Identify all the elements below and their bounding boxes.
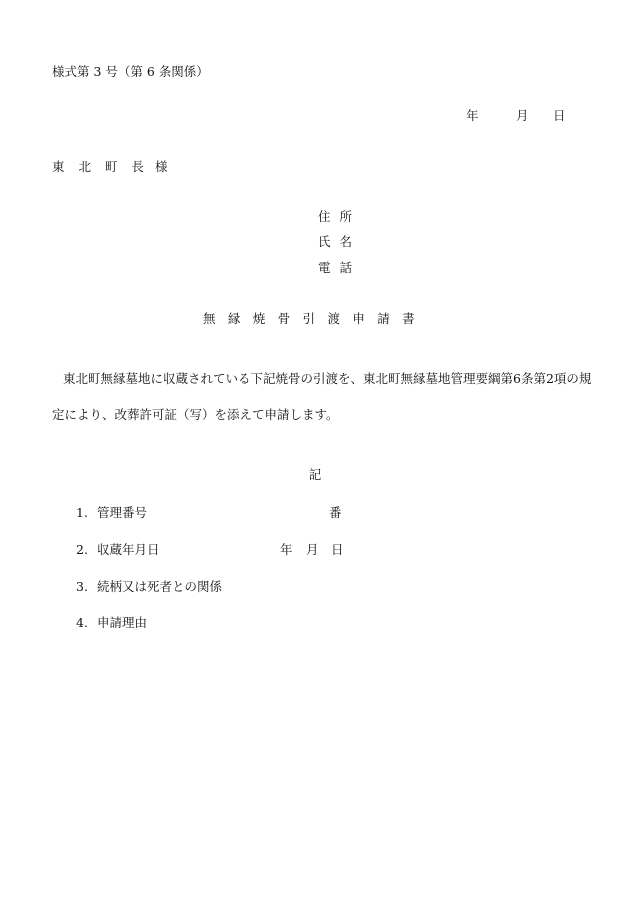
item-label-reason: 申請理由 [97,615,148,630]
item-number: 2. [76,542,88,557]
applicant-address-label: 住所 [318,209,362,224]
applicant-phone-label: 電話 [318,260,362,275]
date-year-label: 年 [466,108,479,123]
storage-date-day-label: 日 [331,542,344,557]
item-number: 4. [76,615,88,630]
ki-heading: 記 [308,467,322,482]
addressee-name: 東 北 町 長 [52,159,149,174]
date-day-label: 日 [553,108,566,123]
document-title: 無縁焼骨引渡申請書 [202,311,428,326]
body-text-line-2: 定により、改葬許可証（写）を添えて申請します。 [52,407,339,422]
management-number-suffix: 番 [329,505,342,520]
date-month-label: 月 [516,108,529,123]
body-text-line-1: 東北町無縁墓地に収蔵されている下記焼骨の引渡を、東北町無縁墓地管理要綱第6条第2項の規 [63,371,592,386]
item-number: 3. [76,579,88,594]
form-number: 様式第 3 号（第 6 条関係） [52,64,209,79]
item-label-management-number: 管理番号 [97,505,148,520]
storage-date-month-label: 月 [306,542,319,557]
item-label-storage-date: 収蔵年月日 [97,542,160,557]
storage-date-year-label: 年 [280,542,293,557]
applicant-name-label: 氏名 [318,234,362,249]
addressee-honorific: 様 [155,159,168,174]
item-label-relationship: 続柄又は死者との関係 [97,579,223,594]
item-number: 1. [76,505,88,520]
